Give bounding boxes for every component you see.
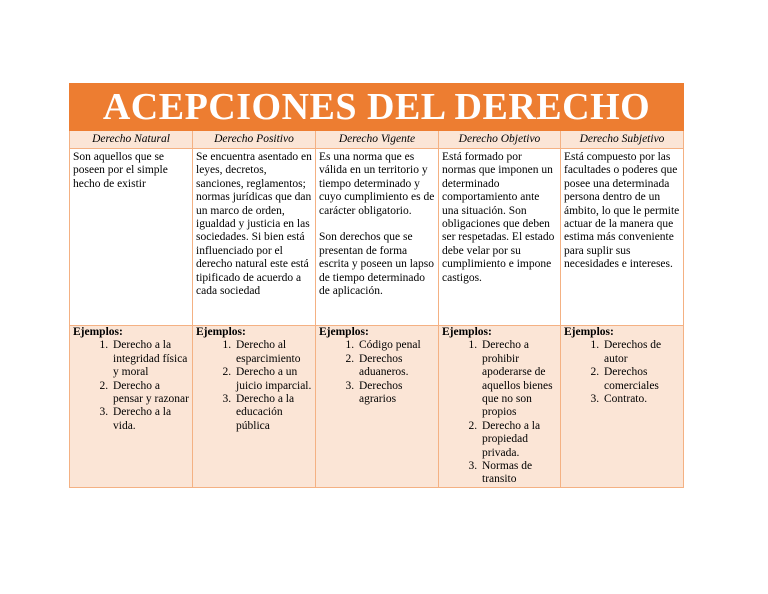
examples-list (442, 339, 558, 486)
list-item: 1. Derecho a la integridad física y moral (111, 339, 190, 379)
examples-label: Ejemplos: (564, 326, 614, 338)
list-item: 2. Derecho a un juicio imparcial. (234, 366, 313, 393)
column-header-derecho-objetivo: Derecho Objetivo (439, 131, 561, 149)
definition-text: Es una norma que es válida en un territorio y tiempo determinado y cuyo cumplimiento es de carácter obligatorio. (319, 151, 435, 217)
column-header-derecho-subjetivo: Derecho Subjetivo (561, 131, 684, 149)
definition-cell-derecho-vigente (316, 149, 439, 326)
definition-cell-derecho-positivo (193, 149, 316, 326)
examples-label: Ejemplos: (73, 326, 123, 338)
examples-label: Ejemplos: (319, 326, 369, 338)
examples-cell-derecho-subjetivo (561, 326, 684, 488)
examples-row (70, 326, 684, 488)
list-item: 3. Contrato. (602, 393, 681, 406)
examples-cell-derecho-natural (70, 326, 193, 488)
list-item: 3. Normas de transito (480, 460, 558, 487)
list-item: 3. Derechos agrarios (357, 380, 436, 407)
examples-list (319, 339, 436, 406)
definition-cell-derecho-subjetivo (561, 149, 684, 326)
header-row (70, 131, 684, 149)
list-item: 3. Derecho a la vida. (111, 406, 190, 433)
examples-cell-derecho-positivo (193, 326, 316, 488)
column-header-derecho-natural: Derecho Natural (70, 131, 193, 149)
definition-cell-derecho-objetivo (439, 149, 561, 326)
examples-label: Ejemplos: (442, 326, 492, 338)
examples-list (196, 339, 313, 433)
column-header-derecho-vigente: Derecho Vigente (316, 131, 439, 149)
definition-text: Se encuentra asentado en leyes, decretos, sanciones, reglamentos; normas jurídicas que dan un marco de orden, igualdad y justicia en las sociedades. Si bien está influenciado por el derecho natural este está tipificado de acuerdo a cada sociedad (196, 151, 312, 298)
list-item: 1. Derecho al esparcimiento (234, 339, 313, 366)
acepciones-table (69, 83, 684, 488)
definition-text: Está formado por normas que imponen un determinado comportamiento ante una situación. Son obligaciones que deben ser respetadas. El estado debe velar por su cumplimiento e impone castigos. (442, 151, 555, 284)
column-header-derecho-positivo: Derecho Positivo (193, 131, 316, 149)
definition-row (70, 149, 684, 326)
definition-text: Son aquellos que se poseen por el simple hecho de existir (73, 151, 168, 190)
examples-list (73, 339, 190, 433)
definition-cell-derecho-natural (70, 149, 193, 326)
list-item: 1. Derechos de autor (602, 339, 681, 366)
list-item: 2. Derechos comerciales (602, 366, 681, 393)
title-row (70, 84, 684, 131)
examples-label: Ejemplos: (196, 326, 246, 338)
list-item: 1. Derecho a prohibir apoderarse de aquellos bienes que no son propios (480, 339, 558, 419)
definition-text: Está compuesto por las facultades o poderes que posee una determinada persona dentro de un ámbito, lo que le permite actuar de la manera que estima más conveniente para suplir sus necesidades e intereses. (564, 151, 680, 271)
document-title: ACEPCIONES DEL DERECHO (70, 84, 684, 131)
examples-list (564, 339, 681, 406)
definition-text: Son derechos que se presentan de forma escrita y poseen un lapso de tiempo determinado de aplicación. (319, 231, 434, 298)
examples-cell-derecho-vigente (316, 326, 439, 488)
list-item: 3. Derecho a la educación pública (234, 393, 313, 433)
list-item: 2. Derecho a la propiedad privada. (480, 420, 558, 460)
list-item: 2. Derecho a pensar y razonar (111, 380, 190, 407)
examples-cell-derecho-objetivo (439, 326, 561, 488)
list-item: 1. Código penal (357, 339, 436, 352)
list-item: 2. Derechos aduaneros. (357, 353, 436, 380)
